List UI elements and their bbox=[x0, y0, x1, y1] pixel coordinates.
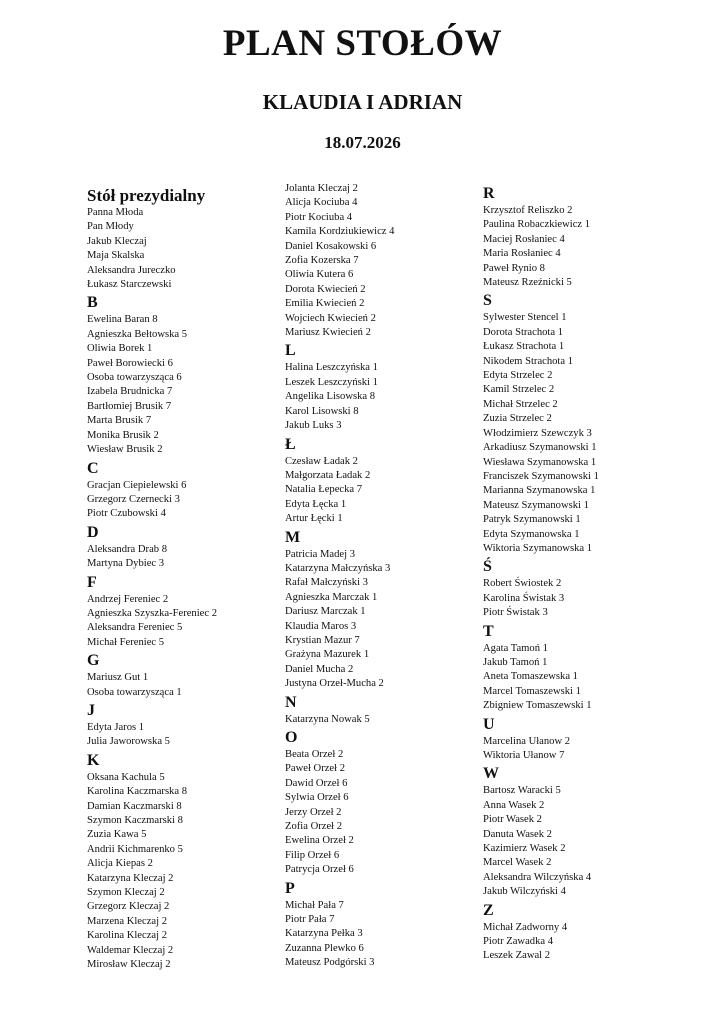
guest-entry: Katarzyna Kleczaj 2 bbox=[87, 872, 174, 884]
guest-entry: Jerzy Orzeł 2 bbox=[285, 806, 342, 818]
guest-entry: Anna Wasek 2 bbox=[483, 799, 545, 811]
guest-entry: Włodzimierz Szewczyk 3 bbox=[483, 427, 592, 439]
guest-entry: Katarzyna Małczyńska 3 bbox=[285, 562, 391, 574]
guest-entry: Angelika Lisowska 8 bbox=[285, 391, 376, 403]
guest-entry: Pan Młody bbox=[87, 221, 134, 233]
section-heading: C bbox=[87, 459, 99, 477]
guest-entry: Marcel Wasek 2 bbox=[483, 857, 552, 869]
guest-entry: Kamil Strzelec 2 bbox=[483, 384, 555, 396]
guest-entry: Mateusz Podgórski 3 bbox=[285, 957, 375, 969]
guest-entry: Kazimierz Wasek 2 bbox=[483, 843, 566, 855]
guest-entry: Izabela Brudnicka 7 bbox=[87, 386, 173, 398]
guest-entry: Robert Świostek 2 bbox=[483, 578, 562, 590]
guest-entry: Paweł Orzeł 2 bbox=[285, 763, 346, 775]
section-heading: F bbox=[87, 573, 97, 591]
guest-entry: Wiktoria Ułanow 7 bbox=[483, 750, 565, 761]
section-heading: T bbox=[483, 622, 494, 640]
guest-entry: Andrzej Fereniec 2 bbox=[87, 593, 169, 605]
section-heading: G bbox=[87, 652, 100, 670]
guest-entry: Osoba towarzysząca 6 bbox=[87, 372, 182, 384]
guest-entry: Wiesław Brusik 2 bbox=[87, 444, 163, 456]
guest-entry: Andrii Kichmarenko 5 bbox=[87, 843, 183, 855]
guest-entry: Maciej Rosłaniec 4 bbox=[483, 233, 565, 245]
guest-entry: Grzegorz Czernecki 3 bbox=[87, 493, 180, 505]
guest-entry: Katarzyna Nowak 5 bbox=[285, 713, 370, 725]
guest-entry: Mateusz Rzeźnicki 5 bbox=[483, 277, 572, 289]
guest-entry: Piotr Czubowski 4 bbox=[87, 508, 166, 520]
guest-entry: Karolina Kaczmarska 8 bbox=[87, 786, 188, 798]
guest-entry: Panna Młoda bbox=[87, 207, 144, 218]
section-heading: S bbox=[483, 292, 492, 310]
guest-entry: Daniel Mucha 2 bbox=[285, 663, 354, 675]
guest-entry: Piotr Zawadka 4 bbox=[483, 936, 554, 948]
guest-entry: Natalia Łepecka 7 bbox=[285, 484, 363, 496]
guest-entry: Maria Rosłaniec 4 bbox=[483, 248, 561, 260]
column-2 bbox=[285, 182, 485, 971]
guest-entry: Dawid Orzeł 6 bbox=[285, 777, 348, 789]
section-heading: Ł bbox=[285, 435, 296, 453]
guest-entry: Piotr Kociuba 4 bbox=[285, 211, 353, 223]
guest-entry: Arkadiusz Szymanowski 1 bbox=[483, 442, 597, 454]
guest-entry: Ewelina Orzeł 2 bbox=[285, 835, 354, 847]
section-heading: P bbox=[285, 879, 295, 897]
guest-entry: Damian Kaczmarski 8 bbox=[87, 800, 182, 812]
section-heading: M bbox=[285, 528, 301, 546]
guest-entry: Michał Pała 7 bbox=[285, 899, 344, 911]
guest-entry: Aleksandra Drab 8 bbox=[87, 543, 168, 555]
section-heading: K bbox=[87, 751, 100, 769]
guest-entry: Wiktoria Szymanowska 1 bbox=[483, 542, 593, 554]
guest-entry: Łukasz Strachota 1 bbox=[483, 341, 565, 353]
guest-entry: Karolina Kleczaj 2 bbox=[87, 930, 168, 942]
section-heading: U bbox=[483, 715, 495, 733]
guest-entry: Aleksandra Wilczyńska 4 bbox=[483, 871, 592, 883]
guest-entry: Marta Brusik 7 bbox=[87, 415, 152, 427]
guest-entry: Franciszek Szymanowski 1 bbox=[483, 470, 599, 482]
event-date: 18.07.2026 bbox=[324, 133, 401, 152]
guest-entry: Zbigniew Tomaszewski 1 bbox=[483, 700, 592, 712]
guest-entry: Piotr Świstak 3 bbox=[483, 607, 548, 619]
guest-entry: Martyna Dybiec 3 bbox=[87, 558, 165, 570]
section-heading: L bbox=[285, 342, 296, 360]
guest-entry: Jakub Wilczyński 4 bbox=[483, 886, 566, 898]
guest-entry: Edyta Szymanowska 1 bbox=[483, 528, 580, 540]
guest-entry: Agnieszka Marczak 1 bbox=[285, 591, 378, 603]
guest-entry: Marianna Szymanowska 1 bbox=[483, 485, 596, 497]
guest-entry: Zofia Orzeł 2 bbox=[285, 821, 343, 833]
guest-entry: Ewelina Baran 8 bbox=[87, 314, 158, 326]
guest-entry: Aneta Tomaszewska 1 bbox=[483, 671, 578, 683]
guest-entry: Agnieszka Bełtowska 5 bbox=[87, 328, 188, 340]
guest-entry: Dorota Kwiecień 2 bbox=[285, 283, 366, 295]
guest-entry: Waldemar Kleczaj 2 bbox=[87, 944, 174, 956]
guest-entry: Paweł Rynio 8 bbox=[483, 262, 545, 274]
guest-entry: Julia Jaworowska 5 bbox=[87, 736, 170, 748]
guest-entry: Sylwester Stencel 1 bbox=[483, 312, 567, 324]
guest-entry: Justyna Orzeł-Mucha 2 bbox=[285, 678, 384, 690]
guest-entry: Sylwia Orzeł 6 bbox=[285, 792, 349, 804]
guest-entry: Danuta Wasek 2 bbox=[483, 828, 552, 840]
guest-entry: Alicja Kociuba 4 bbox=[285, 197, 358, 209]
guest-entry: Monika Brusik 2 bbox=[87, 429, 159, 441]
section-heading: Z bbox=[483, 901, 494, 919]
guest-entry: Klaudia Maros 3 bbox=[285, 620, 357, 632]
guest-entry: Łukasz Starczewski bbox=[87, 279, 172, 291]
guest-entry: Michał Fereniec 5 bbox=[87, 636, 165, 648]
guest-entry: Osoba towarzysząca 1 bbox=[87, 686, 182, 698]
guest-entry: Emilia Kwiecień 2 bbox=[285, 298, 365, 310]
section-heading: O bbox=[285, 729, 298, 746]
guest-entry: Agata Tamoń 1 bbox=[483, 642, 548, 654]
guest-entry: Aleksandra Jureczko bbox=[87, 264, 176, 276]
guest-entry: Daniel Kosakowski 6 bbox=[285, 240, 377, 252]
guest-entry: Wiesława Szymanowska 1 bbox=[483, 456, 597, 468]
section-heading: R bbox=[483, 185, 495, 202]
guest-entry: Jakub Luks 3 bbox=[285, 420, 342, 432]
guest-entry: Patryk Szymanowski 1 bbox=[483, 514, 581, 526]
guest-entry: Dorota Strachota 1 bbox=[483, 326, 564, 338]
guest-entry: Marcel Tomaszewski 1 bbox=[483, 685, 581, 697]
guest-entry: Edyta Strzelec 2 bbox=[483, 370, 553, 382]
guest-entry: Jakub Kleczaj bbox=[87, 235, 147, 247]
couple-names: KLAUDIA I ADRIAN bbox=[262, 90, 463, 114]
guest-entry: Małgorzata Ładak 2 bbox=[285, 469, 371, 481]
guest-entry: Alicja Kiepas 2 bbox=[87, 858, 153, 870]
guest-entry: Marcelina Ułanow 2 bbox=[483, 735, 571, 747]
guest-entry: Mariusz Kwiecień 2 bbox=[285, 327, 371, 339]
guest-entry: Piotr Pała 7 bbox=[285, 914, 335, 926]
guest-entry: Edyta Jaros 1 bbox=[87, 721, 145, 733]
section-heading: N bbox=[285, 693, 297, 711]
guest-entry: Jakub Tamoń 1 bbox=[483, 656, 548, 668]
guest-entry: Grażyna Mazurek 1 bbox=[285, 649, 370, 661]
guest-entry: Nikodem Strachota 1 bbox=[483, 355, 574, 367]
guest-entry: Rafał Małczyński 3 bbox=[285, 577, 368, 589]
guest-entry: Czesław Ładak 2 bbox=[285, 455, 358, 467]
guest-entry: Dariusz Marczak 1 bbox=[285, 606, 366, 618]
guest-entry: Michał Strzelec 2 bbox=[483, 398, 558, 410]
guest-entry: Mateusz Szymanowski 1 bbox=[483, 499, 589, 511]
section-heading: Stół prezydialny bbox=[87, 186, 206, 205]
section-heading: D bbox=[87, 523, 99, 541]
guest-entry: Karolina Świstak 3 bbox=[483, 592, 565, 604]
guest-entry: Karol Lisowski 8 bbox=[285, 405, 359, 417]
guest-entry: Krzysztof Reliszko 2 bbox=[483, 205, 573, 216]
guest-entry: Zuzia Strzelec 2 bbox=[483, 413, 552, 425]
column-3 bbox=[483, 183, 683, 964]
column-1 bbox=[87, 185, 287, 972]
section-heading: Ś bbox=[483, 558, 492, 576]
page-title: PLAN STOŁÓW bbox=[222, 23, 503, 64]
guest-entry: Michał Zadworny 4 bbox=[483, 921, 568, 933]
guest-entry: Maja Skalska bbox=[87, 250, 145, 262]
guest-entry: Zuzanna Plewko 6 bbox=[285, 942, 364, 954]
guest-entry: Filip Orzeł 6 bbox=[285, 849, 340, 861]
guest-entry: Zuzia Kawa 5 bbox=[87, 829, 147, 841]
guest-entry: Grzegorz Kleczaj 2 bbox=[87, 901, 170, 913]
section-heading: W bbox=[483, 765, 499, 783]
guest-entry: Kamila Kordziukiewicz 4 bbox=[285, 226, 395, 238]
guest-entry: Patrycja Orzeł 6 bbox=[285, 864, 354, 876]
guest-entry: Patricia Madej 3 bbox=[285, 548, 356, 560]
guest-entry: Paulina Robaczkiewicz 1 bbox=[483, 219, 591, 231]
guest-entry: Paweł Borowiecki 6 bbox=[87, 357, 173, 369]
guest-entry: Wojciech Kwiecień 2 bbox=[285, 312, 376, 324]
guest-entry: Marzena Kleczaj 2 bbox=[87, 915, 167, 927]
guest-entry: Oliwia Kutera 6 bbox=[285, 269, 354, 281]
guest-entry: Leszek Zawal 2 bbox=[483, 950, 551, 962]
guest-entry: Krystian Mazur 7 bbox=[285, 634, 360, 646]
guest-entry: Zofia Kozerska 7 bbox=[285, 255, 359, 267]
guest-entry: Piotr Wasek 2 bbox=[483, 814, 542, 826]
guest-entry: Aleksandra Fereniec 5 bbox=[87, 622, 183, 634]
guest-entry: Edyta Łęcka 1 bbox=[285, 498, 347, 510]
guest-entry: Artur Łęcki 1 bbox=[285, 513, 343, 525]
guest-entry: Bartosz Waracki 5 bbox=[483, 785, 561, 797]
guest-entry: Katarzyna Pełka 3 bbox=[285, 928, 363, 940]
guest-entry: Gracjan Ciepielewski 6 bbox=[87, 479, 187, 491]
section-heading: J bbox=[87, 701, 95, 719]
guest-entry: Halina Leszczyńska 1 bbox=[285, 362, 378, 374]
guest-entry: Jolanta Kleczaj 2 bbox=[285, 183, 358, 194]
guest-entry: Agnieszka Szyszka-Fereniec 2 bbox=[87, 607, 218, 619]
guest-entry: Szymon Kleczaj 2 bbox=[87, 887, 165, 899]
guest-entry: Leszek Leszczyński 1 bbox=[285, 376, 378, 388]
guest-entry: Mirosław Kleczaj 2 bbox=[87, 959, 171, 971]
guest-entry: Szymon Kaczmarski 8 bbox=[87, 815, 183, 826]
guest-entry: Mariusz Gut 1 bbox=[87, 672, 149, 684]
guest-entry: Bartłomiej Brusik 7 bbox=[87, 400, 172, 412]
guest-entry: Oksana Kachula 5 bbox=[87, 771, 165, 783]
guest-entry: Oliwia Borek 1 bbox=[87, 343, 153, 355]
guest-entry: Beata Orzeł 2 bbox=[285, 749, 344, 760]
section-heading: B bbox=[87, 294, 98, 312]
